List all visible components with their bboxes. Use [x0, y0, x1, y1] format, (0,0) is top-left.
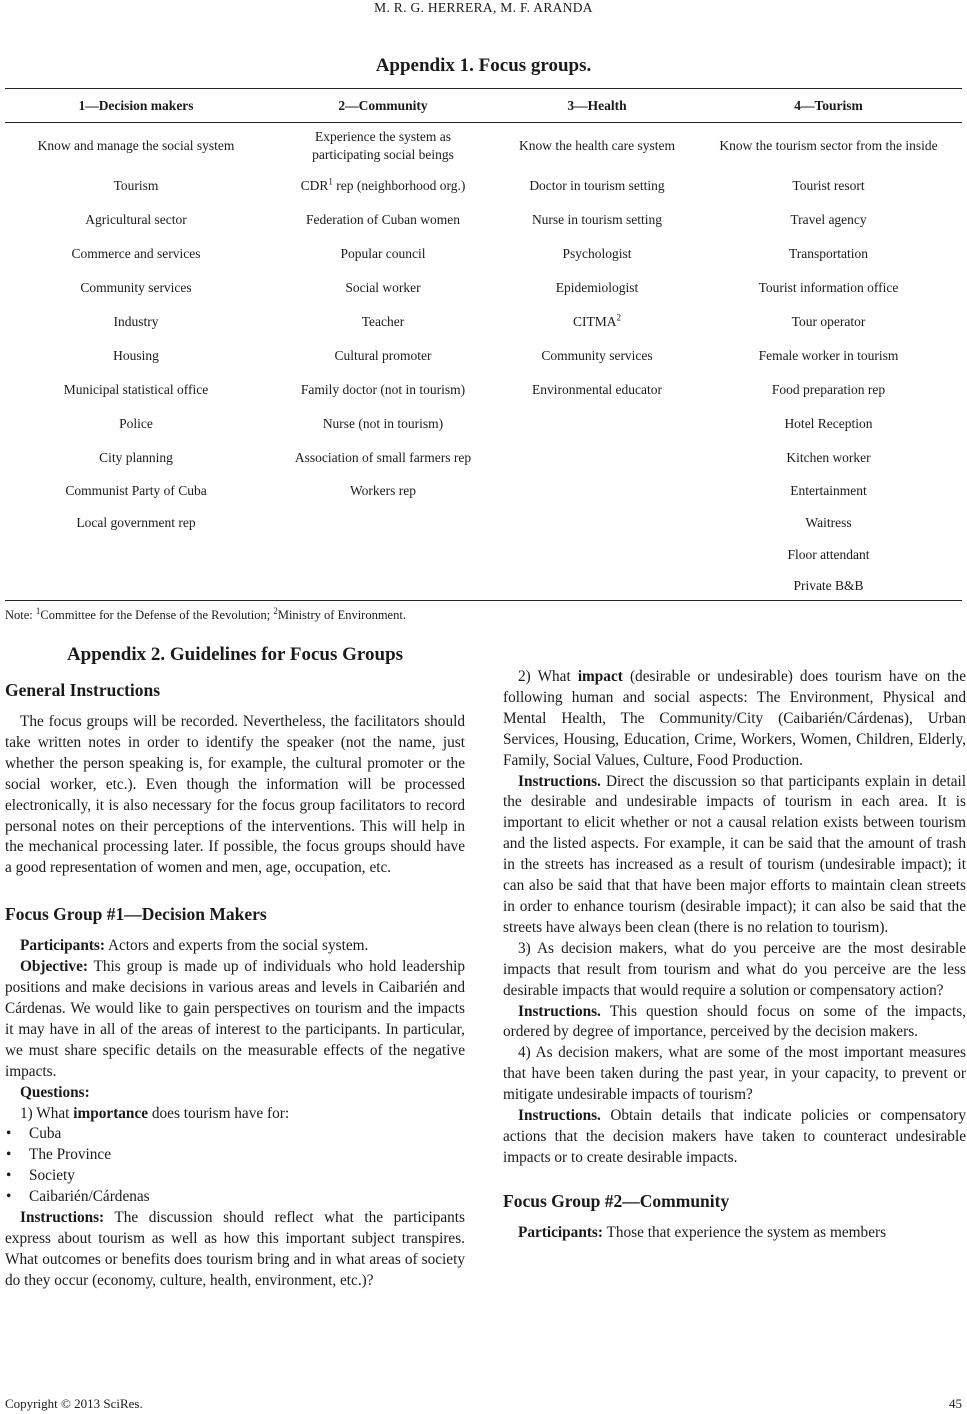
spacer: [503, 1169, 966, 1189]
table-cell: Housing: [113, 348, 159, 364]
table-cell: Nurse in tourism setting: [531, 212, 663, 228]
table-cell: Communist Party of Cuba: [65, 483, 207, 499]
footer-page-number: 45: [949, 1396, 962, 1411]
table-cell: Entertainment: [790, 483, 867, 499]
list-item: • Society: [5, 1166, 465, 1187]
header-decision-makers: 1—Decision makers: [5, 89, 267, 123]
q1-instructions: [5, 1208, 465, 1292]
q1-instr-label: Instructions:: [20, 1209, 105, 1227]
q1-prefix: 1) What: [20, 1104, 74, 1122]
note-prefix: Note:: [5, 608, 36, 622]
table-cell: Private B&B: [793, 578, 864, 594]
fg1-objective-label: Objective:: [20, 958, 88, 976]
table-cell: [499, 571, 695, 601]
table-cell: City planning: [99, 450, 173, 466]
table-cell: Transportation: [788, 246, 868, 262]
table-cell: Popular council: [340, 246, 426, 262]
cdr-label: CDR: [300, 178, 329, 194]
q3-instructions: [503, 1002, 966, 1044]
header-community: 2—Community: [267, 89, 499, 123]
table-row: [5, 169, 962, 203]
table-cell: Environmental educator: [531, 382, 663, 398]
focus-group-1-heading: Focus Group #1—Decision Makers: [5, 904, 267, 925]
table-cell: Kitchen worker: [786, 450, 871, 466]
table-cell: [499, 507, 695, 539]
citma-label: CITMA: [573, 314, 617, 330]
table-cell: Tourist information office: [758, 280, 899, 296]
table-cell: Commerce and services: [71, 246, 201, 262]
note-2: Ministry of Environment.: [277, 608, 406, 622]
table-row: [5, 539, 962, 571]
table-cell: Tourism: [113, 178, 159, 194]
header-tourism: 4—Tourism: [695, 89, 962, 123]
table-cell: Association of small farmers rep: [294, 450, 472, 466]
general-instructions-heading: General Instructions: [5, 680, 161, 700]
table-cell: [267, 571, 499, 601]
table-cell: Local government rep: [76, 515, 196, 531]
table-cell: [499, 305, 695, 339]
table-row: [5, 237, 962, 271]
question-4: 4) As decision makers, what are some of the most important measures that have been taken during the past year, in your capacity, to prevent or mitigate undesirable impacts of tourism?: [503, 1044, 966, 1104]
table-row: [5, 475, 962, 507]
table-cell: Teacher: [361, 314, 405, 330]
table-cell: Family doctor (not in tourism): [300, 382, 466, 398]
q4-instr-text: Obtain details that indicate policies or compensatory actions that the decision makers have taken to counteract undesirable impacts or to create desirable impacts.: [503, 1107, 966, 1166]
question-2: [503, 667, 966, 772]
note-marker-1: 1: [35, 605, 41, 616]
fg1-objective: [5, 957, 465, 1082]
fg1-participants-text: Actors and experts from the social system.: [104, 937, 369, 955]
list-item: • Cuba: [5, 1124, 465, 1145]
q1-bold: importance: [73, 1104, 149, 1122]
table-cell: Community services: [541, 348, 653, 364]
table-note: [5, 605, 406, 623]
q1-instr-text: The discussion should reflect what the participants express about tourism as well as how this important subject transpires. What outcomes or benefits does tourism bring and in what areas of society do they occur (economy, culture, health, environment, etc.)?: [5, 1209, 465, 1289]
table-cell: Psychologist: [562, 246, 632, 262]
q2-bold: impact: [577, 668, 623, 685]
appendix2-title: Appendix 2. Guidelines for Focus Groups: [66, 644, 404, 665]
table-cell: Floor attendant: [787, 547, 870, 563]
q1-suffix: does tourism have for:: [148, 1104, 290, 1122]
table-cell: Know and manage the social system: [37, 138, 235, 154]
focus-groups-table: [5, 89, 962, 601]
table-cell: Know the health care system: [519, 138, 675, 154]
table-cell-text: Experience the system as participating social beings: [312, 129, 454, 162]
table-cell: Workers rep: [349, 483, 416, 499]
table-row: [5, 441, 962, 475]
table-cell: Female worker in tourism: [758, 348, 899, 364]
fg2-participants-text: Those that experience the system as members: [602, 1223, 887, 1241]
list-item: • Caibarién/Cárdenas: [5, 1187, 465, 1208]
table-row: [5, 339, 962, 373]
fg1-participants: [5, 936, 465, 957]
table-cell: Tour operator: [791, 314, 866, 330]
footer-copyright: Copyright © 2013 SciRes.: [5, 1396, 143, 1411]
table-row: [5, 305, 962, 339]
table-row: [5, 507, 962, 539]
q2-instr-text: Direct the discussion so that participants explain in detail the desirable and undesirable impacts of tourism in each area. It is important to elicit whether or not a causal relation exists between tourism and the listed aspects. For example, it can be said that the amount of trash in the streets has increased as a result of tourism (undesirable impact); it can also be said that that have been major efforts to maintain clean streets in order to enhance tourism (desirable impact); it can also be said that the streets have always been clean (there is no relation to tourism).: [503, 772, 966, 936]
left-column: [5, 640, 465, 1292]
table-cell: Nurse (not in tourism): [322, 416, 444, 432]
header-health: 3—Health: [499, 89, 695, 123]
table-row: [5, 271, 962, 305]
q1-bullet-list: [5, 1124, 465, 1208]
table-cell: Social worker: [345, 280, 421, 296]
table-cell: [499, 475, 695, 507]
cdr-suffix: rep (neighborhood org.): [332, 178, 466, 194]
table-cell: Police: [119, 416, 153, 432]
q4-instructions: [503, 1106, 966, 1169]
fg2-participants-label: Participants:: [518, 1223, 603, 1241]
footnote-marker-2: 2: [616, 312, 621, 323]
q2-suffix: (desirable or undesirable) does tourism have on the following human and social aspects: The Environment, Physical and Mental Health, The Community/City (Caibarién/Cárdenas), Urban Services, Housing, Education, Crime, Workers, Women, Children, Elderly, Family, Social Values, Culture, Food Production.: [503, 668, 966, 769]
question-3: 3) As decision makers, what do you perceive are the most desirable impacts that result from tourism and what do you perceive are the less desirable impacts that would require a solution or compensatory action?: [503, 939, 966, 999]
table-bottom-rule: [5, 600, 962, 601]
table-cell: [267, 539, 499, 571]
table-cell: [267, 507, 499, 539]
focus-group-2-heading: Focus Group #2—Community: [503, 1190, 730, 1211]
table-cell: Tourist resort: [792, 178, 865, 194]
question-1: [5, 1104, 465, 1125]
table-cell: [5, 539, 267, 571]
spacer: [5, 879, 465, 902]
note-marker-2: 2: [273, 605, 278, 616]
table-cell: Hotel Reception: [784, 416, 873, 432]
table-cell: [267, 123, 499, 170]
questions-label: Questions:: [20, 1083, 90, 1101]
table-cell: [499, 539, 695, 571]
table-cell: Travel agency: [790, 212, 867, 228]
table-cell: Waitress: [805, 515, 852, 531]
table-cell: Epidemiologist: [555, 280, 639, 296]
q3-instr-label: Instructions.: [518, 1002, 601, 1020]
table-row: [5, 571, 962, 601]
table-cell: Community services: [80, 280, 192, 296]
table-cell: [499, 441, 695, 475]
appendix1-title: Appendix 1. Focus groups.: [375, 55, 592, 76]
q2-instr-label: Instructions.: [518, 772, 601, 790]
fg1-objective-text: This group is made up of individuals who hold leadership positions and make decisions in various areas and levels in Caibarién and Cárdenas. We would like to gain perspectives on tourism and the impacts it may have in all of the areas of interest to the participants. In particular, we must share specific details on the measurable effects of the negative impacts.: [5, 958, 465, 1080]
table-cell: [5, 571, 267, 601]
table-cell: Food preparation rep: [771, 382, 886, 398]
right-column: [503, 646, 966, 1244]
table-row: [5, 373, 962, 407]
table-header-row: [5, 89, 962, 123]
footnote-marker-1: 1: [328, 176, 333, 187]
table-row: [5, 123, 962, 170]
table-cell: Federation of Cuban women: [305, 212, 461, 228]
q4-instr-label: Instructions.: [518, 1107, 601, 1125]
table-row: [5, 407, 962, 441]
table-row: [5, 203, 962, 237]
q2-prefix: 2) What: [518, 668, 578, 685]
general-instructions-text: The focus groups will be recorded. Nevertheless, the facilitators should take written notes in order to identify the speaker (not the name, just whether the person speaking is, for example, the cultural promoter or the social worker, etc.). Even though the information will be processed electronically, it is also necessary for the focus group facilitators to record personal notes on their perceptions of the interventions. This will help in the mechanical processing later. If possible, the focus groups should have a good representation of women and men, age, occupation, etc.: [5, 713, 465, 877]
q2-instructions: [503, 772, 966, 939]
list-item: • The Province: [5, 1145, 465, 1166]
running-head: M. R. G. HERRERA, M. F. ARANDA: [374, 0, 593, 15]
q3-instr-text: This question should focus on some of the impacts, ordered by degree of importance, perceived by the decision makers.: [503, 1002, 966, 1041]
table-cell: Municipal statistical office: [63, 382, 209, 398]
table-cell: Industry: [113, 314, 159, 330]
note-1: Committee for the Defense of the Revolution;: [40, 608, 274, 622]
fg1-participants-label: Participants:: [20, 937, 105, 955]
fg2-participants: [503, 1223, 966, 1244]
table-cell: [499, 407, 695, 441]
table-cell: Doctor in tourism setting: [529, 178, 665, 194]
table-cell: Cultural promoter: [334, 348, 432, 364]
table-cell: Know the tourism sector from the inside: [719, 138, 938, 154]
table-cell: [267, 169, 499, 203]
questions-label-para: [5, 1083, 465, 1104]
table-cell: Agricultural sector: [85, 212, 187, 228]
